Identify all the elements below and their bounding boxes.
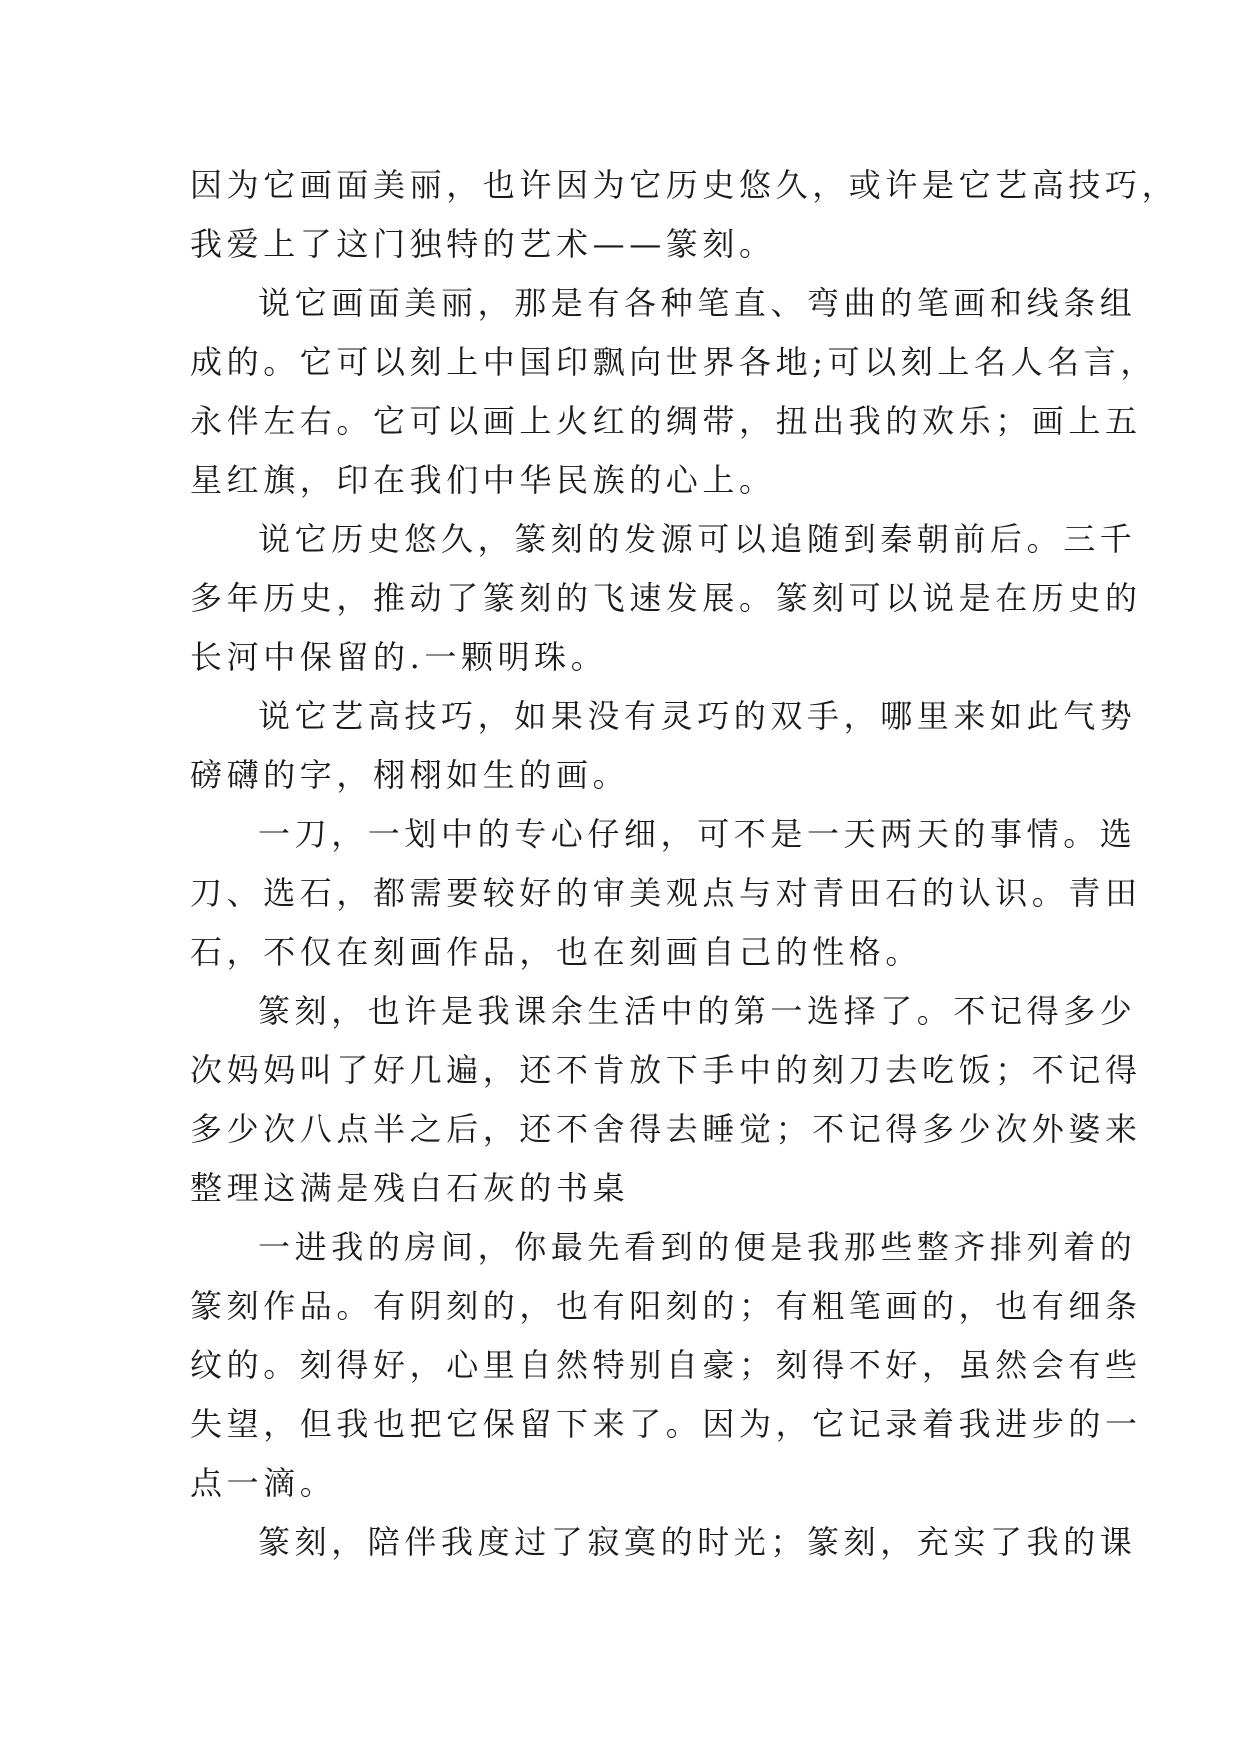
text-line: 多少次八点半之后，还不舍得去睡觉；不记得多少次外婆来	[190, 1110, 1142, 1148]
text-line: 一刀，一划中的专心仔细，可不是一天两天的事情。选	[258, 815, 1137, 853]
text-line: 点一滴。	[190, 1464, 337, 1502]
text-line: 因为它画面美丽，也许因为它历史悠久，或许是它艺高技巧，	[190, 166, 1179, 204]
text-line: 长河中保留的.一颗明珠。	[190, 638, 608, 676]
text-line: 篆刻作品。有阴刻的，也有阳刻的；有粗笔画的，也有细条	[190, 1287, 1142, 1325]
text-line: 刀、选石，都需要较好的审美观点与对青田石的认识。青田	[190, 874, 1142, 912]
body-text	[190, 156, 1179, 1572]
text-line: 说它画面美丽，那是有各种笔直、弯曲的笔画和线条组	[258, 284, 1137, 322]
text-line: 篆刻，陪伴我度过了寂寞的时光；篆刻，充实了我的课	[258, 1523, 1137, 1561]
text-line: 纹的。刻得好，心里自然特别自豪；刻得不好，虽然会有些	[190, 1346, 1142, 1384]
text-line: 多年历史，推动了篆刻的飞速发展。篆刻可以说是在历史的	[190, 579, 1142, 617]
text-line: 星红旗，印在我们中华民族的心上。	[190, 461, 776, 499]
text-line: 说它艺高技巧，如果没有灵巧的双手，哪里来如此气势	[258, 697, 1137, 735]
text-line: 永伴左右。它可以画上火红的绸带，扭出我的欢乐；画上五	[190, 402, 1142, 440]
text-line: 整理这满是残白石灰的书桌	[190, 1169, 630, 1207]
text-line: 石，不仅在刻画作品，也在刻画自己的性格。	[190, 933, 923, 971]
text-line: 失望，但我也把它保留下来了。因为，它记录着我进步的一	[190, 1405, 1142, 1443]
text-line: 一进我的房间，你最先看到的便是我那些整齐排列着的	[258, 1228, 1137, 1266]
text-line: 成的。它可以刻上中国印飘向世界各地;可以刻上名人名言，	[190, 343, 1157, 381]
text-line: 我爱上了这门独特的艺术——篆刻。	[190, 225, 776, 263]
text-line: 篆刻，也许是我课余生活中的第一选择了。不记得多少	[258, 992, 1137, 1030]
text-line: 说它历史悠久，篆刻的发源可以追随到秦朝前后。三千	[258, 520, 1137, 558]
text-line: 次妈妈叫了好几遍，还不肯放下手中的刻刀去吃饭；不记得	[190, 1051, 1142, 1089]
text-line: 磅礴的字，栩栩如生的画。	[190, 756, 630, 794]
